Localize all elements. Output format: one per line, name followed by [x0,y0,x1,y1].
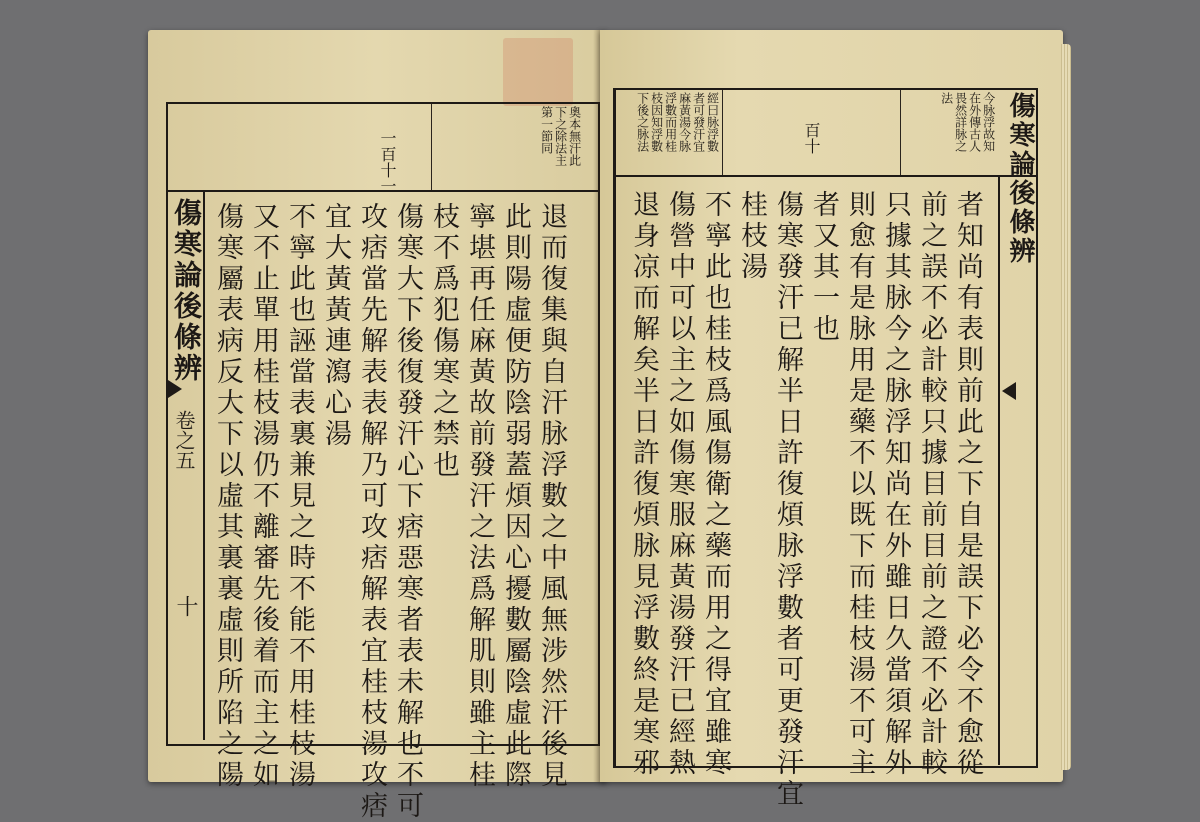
text-column-1: 退而復集與自汗脉浮數之中風無涉然汗後見 [536,202,567,791]
right-text-column-2: 前之誤不必計較只據目前目前之證不必計較 [916,190,947,779]
folio-number: 十 [173,595,198,617]
right-text-column-6: 傷寒發汗已解半日許復煩脉浮數者可更發汗宜 [772,190,803,810]
right-header-note-r4: 法 [939,92,954,104]
fold-mark-icon [168,380,182,398]
text-column-10: 傷寒屬表病反大下以虛其裏裏虛則所陷之陽 [212,202,243,791]
right-text-column-7: 桂枝湯 [736,190,767,283]
right-text-column-4: 則愈有是脉用是藥不以既下而桂枝湯不可主 [844,190,875,779]
right-text-column-1: 者知尚有表則前此之下自是誤下必令不愈從 [952,190,983,779]
right-header-page-number: 百十 [802,122,821,154]
right-header-note-r2: 在外傳古人 [967,92,982,152]
margin-book-title: 傷寒論後條辨 [170,198,203,384]
right-text-column-3: 只據其脉今之脉浮知尚在外雖日久當須解外 [880,190,911,779]
right-header-note-l5: 枝因知浮數 [649,92,664,152]
right-header-note-l4: 浮數而用桂 [663,92,678,152]
right-page [600,30,1063,810]
header-note-1: 奧本無汗此 [567,106,582,166]
left-page [148,30,606,822]
header-page-number: 一百十一 [378,130,397,194]
open-book [148,30,1063,822]
text-column-8: 不寧此也誣當表裏兼見之時不能不用桂枝湯 [284,202,315,791]
text-column-3: 寧堪再任麻黃故前發汗之法爲解肌則雖主桂 [464,202,495,791]
text-column-6: 攻痞當先解表表解乃可攻痞解表宜桂枝湯攻痞 [356,202,387,822]
right-text-column-5: 者又其一也 [808,190,839,345]
right-fold-mark-icon [1002,382,1016,400]
text-column-5: 傷寒大下後復發汗心下痞惡寒者表未解也不可 [392,202,423,822]
text-column-2: 此則陽虛便防陰弱蓋煩因心擾數屬陰虛此際 [500,202,531,791]
right-header-note-r1: 今脉浮故知 [981,92,996,152]
right-text-column-8: 不寧此也桂枝爲風傷衛之藥而用之得宜雖寒 [700,190,731,779]
page-edges [1061,44,1071,770]
right-header-note-l3: 麻黃湯今脉 [677,92,692,152]
header-note-3: 第一節同 [539,106,554,154]
right-header-note-r3: 畏然詳脉之 [953,92,968,152]
header-note-2: 下之除法主 [553,106,568,166]
right-header-note-l2: 者可發汗宜 [691,92,706,152]
right-margin-book-title: 傷寒論後條辨 [1005,92,1035,266]
right-text-column-10: 退身凉而解矣半日許復煩脉見浮數終是寒邪 [628,190,659,779]
right-text-column-9: 傷營中可以主之如傷寒服麻黃湯發汗已經熱 [664,190,695,779]
right-header-note-l1: 經曰脉浮數 [705,92,720,152]
red-seal-stain [503,38,573,106]
text-column-7: 宜大黃黃連瀉心湯 [320,202,351,450]
text-column-4: 枝不爲犯傷寒之禁也 [428,202,459,481]
volume-label: 卷之五 [172,410,196,470]
text-column-9: 又不止單用桂枝湯仍不離審先後着而主之如 [248,202,279,791]
right-header-note-l6: 下後之脉法 [635,92,650,152]
